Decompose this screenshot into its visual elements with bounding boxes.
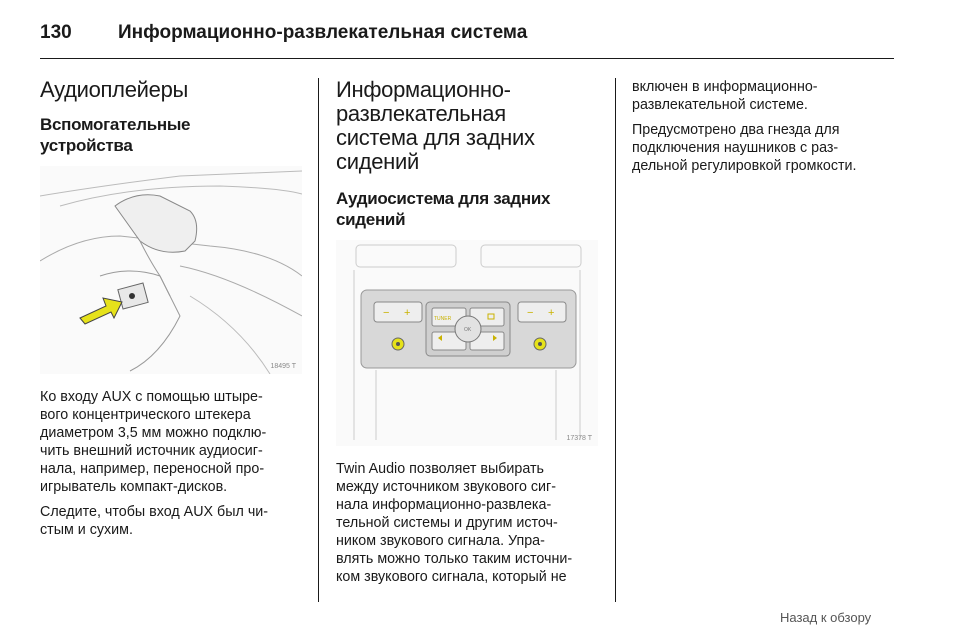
- column-divider: [318, 78, 319, 602]
- chapter-title: Информационно-развлекательная система: [118, 22, 528, 43]
- section-subtitle: Вспомогательные устройства: [40, 115, 191, 155]
- volume-minus-left: −: [383, 307, 390, 319]
- back-to-overview-link[interactable]: Назад к обзору: [780, 610, 872, 625]
- volume-plus-left: +: [404, 307, 411, 319]
- center-console-drawing: [40, 166, 302, 374]
- section-subtitle: Аудиосистема для задних сидений: [336, 189, 551, 229]
- volume-plus-right: +: [548, 307, 555, 319]
- figure-number: 18495 T: [270, 363, 296, 370]
- paragraph: Предусмотрено два гнезда для подключения наушников с раз- дельной регулировкой громкости.: [632, 122, 857, 174]
- ok-label: OK: [464, 327, 472, 333]
- figure-number: 17378 T: [566, 435, 592, 442]
- column-rear-seat-system: [336, 78, 598, 593]
- paragraph: включен в информационно- развлекательной системе.: [632, 79, 818, 113]
- rear-audio-panel-illustration: [336, 240, 598, 446]
- column-audio-players: [40, 78, 302, 546]
- column-divider: [615, 78, 616, 602]
- paragraph: Twin Audio позволяет выбирать между источником звукового сиг- нала информационно-развлека- тельной системы и другим источ- ником звукового сигнала. Упра- влять можно только таким источни- ком звукового сигнала, который не: [336, 461, 573, 585]
- paragraph: Ко входу AUX с помощью штыре- вого концентрического штекера диаметром 3,5 мм можно подклю- чить внешний источник аудиосиг- нала, например, переносной про- игрыватель компакт-дисков.: [40, 389, 267, 495]
- page-header: [40, 18, 894, 59]
- volume-minus-right: −: [527, 307, 534, 319]
- section-title: Информационно- развлекательная система для задних сидений: [336, 77, 535, 174]
- rear-audio-panel-drawing: [336, 240, 598, 446]
- tuner-label: TUNER: [434, 316, 452, 322]
- aux-input-illustration: [40, 166, 302, 374]
- column-continuation: [632, 78, 894, 182]
- paragraph: Следите, чтобы вход AUX был чи- стым и сухим.: [40, 504, 269, 538]
- page-number: 130: [40, 22, 72, 43]
- section-title: Аудиоплейеры: [40, 77, 189, 102]
